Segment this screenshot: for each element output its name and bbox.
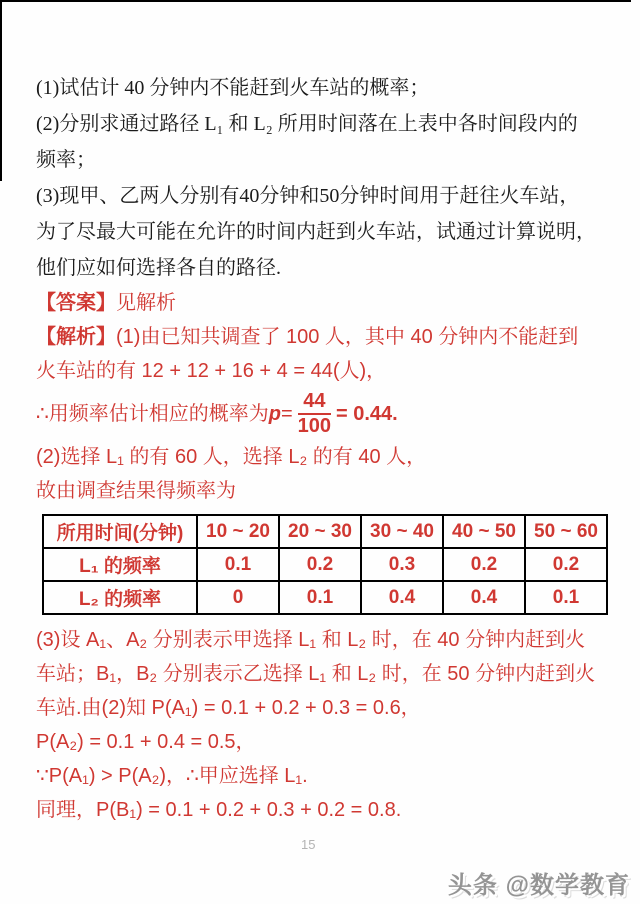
row-label-L1: L₁ 的频率 xyxy=(43,548,197,581)
problem-part3-line1: (3)现甲、乙两人分别有40分钟和50分钟时间用于赶往火车站， xyxy=(36,185,580,207)
answer-text: 见解析 xyxy=(116,292,176,314)
page-number: 15 xyxy=(301,837,316,852)
analysis-line4: (2)选择 L₁ 的有 60 人，选择 L₂ 的有 40 人， xyxy=(36,446,427,468)
analysis-line1 xyxy=(36,320,610,354)
fraction-numerator: 44 xyxy=(298,390,331,415)
fraction-denominator: 100 xyxy=(297,415,332,437)
answer-line xyxy=(36,286,610,320)
frequency-table-row-L2 xyxy=(43,581,607,614)
problem-part2-line2: 频率； xyxy=(36,149,96,171)
frequency-table xyxy=(42,514,608,615)
analysis-line10: ∵P(A₁) > P(A₂)，∴甲应选择 L₁. xyxy=(36,765,308,787)
L2-value-3: 0.4 xyxy=(361,581,443,614)
analysis-line2: 火车站的有 12 + 12 + 16 + 4 = 44(人)， xyxy=(36,360,387,382)
analysis-line11: 同理，P(B₁) = 0.1 + 0.2 + 0.3 + 0.2 = 0.8. xyxy=(36,799,402,821)
table-header-40-50: 40 ~ 50 xyxy=(443,515,525,548)
probability-equals: = xyxy=(280,403,293,425)
table-header-10-20: 10 ~ 20 xyxy=(197,515,279,548)
table-header-20-30: 20 ~ 30 xyxy=(279,515,361,548)
frequency-table-header-row xyxy=(43,515,607,548)
problem-part1: (1)试估计 40 分钟内不能赶到火车站的概率； xyxy=(36,77,430,99)
analysis-line7: 车站；B₁，B₂ 分别表示乙选择 L₁ 和 L₂ 时，在 50 分钟内赶到火 xyxy=(36,663,596,685)
L1-value-4: 0.2 xyxy=(443,548,525,581)
row-label-L2: L₂ 的频率 xyxy=(43,581,197,614)
analysis-line8: 车站.由(2)知 P(A₁) = 0.1 + 0.2 + 0.3 = 0.6， xyxy=(36,697,421,719)
table-header-time: 所用时间(分钟) xyxy=(43,515,197,548)
L2-value-2: 0.1 xyxy=(279,581,361,614)
fraction-44-over-100 xyxy=(298,390,331,438)
analysis-probability-line xyxy=(36,388,610,440)
L1-value-2: 0.2 xyxy=(279,548,361,581)
problem-part3-line2: 为了尽最大可能在允许的时间内赶到火车站，试通过计算说明， xyxy=(36,221,596,243)
table-header-30-40: 30 ~ 40 xyxy=(361,515,443,548)
analysis-line6: (3)设 A₁、A₂ 分别表示甲选择 L₁ 和 L₂ 时，在 40 分钟内赶到火 xyxy=(36,629,586,651)
probability-symbol-p: p xyxy=(268,403,281,425)
analysis-line5: 故由调查结果得频率为 xyxy=(36,480,236,502)
analysis-line9: P(A₂) = 0.1 + 0.4 = 0.5， xyxy=(36,731,256,753)
L2-value-1: 0 xyxy=(197,581,279,614)
problem-part3-line3: 他们应如何选择各自的路径. xyxy=(36,257,281,279)
probability-result: = 0.44. xyxy=(336,403,398,425)
watermark-toutiao-math-education: 头条 @数学教育 xyxy=(447,872,630,899)
L1-value-1: 0.1 xyxy=(197,548,279,581)
L2-value-4: 0.4 xyxy=(443,581,525,614)
table-header-50-60: 50 ~ 60 xyxy=(525,515,607,548)
answer-label: 【答案】 xyxy=(36,292,116,314)
top-border-line xyxy=(0,0,631,2)
problem-part2-line1: (2)分别求通过路径 L₁ 和 L₂ 所用时间落在上表中各时间段内的 xyxy=(36,113,578,135)
analysis-line1-text: (1)由已知共调查了 100 人，其中 40 分钟内不能赶到 xyxy=(116,326,579,348)
page-content xyxy=(36,70,610,827)
probability-prefix: ∴用频率估计相应的概率为 xyxy=(36,403,269,425)
L1-value-3: 0.3 xyxy=(361,548,443,581)
frequency-table-row-L1 xyxy=(43,548,607,581)
L1-value-5: 0.2 xyxy=(525,548,607,581)
left-border-line xyxy=(0,0,2,181)
analysis-label: 【解析】 xyxy=(36,326,116,348)
L2-value-5: 0.1 xyxy=(525,581,607,614)
